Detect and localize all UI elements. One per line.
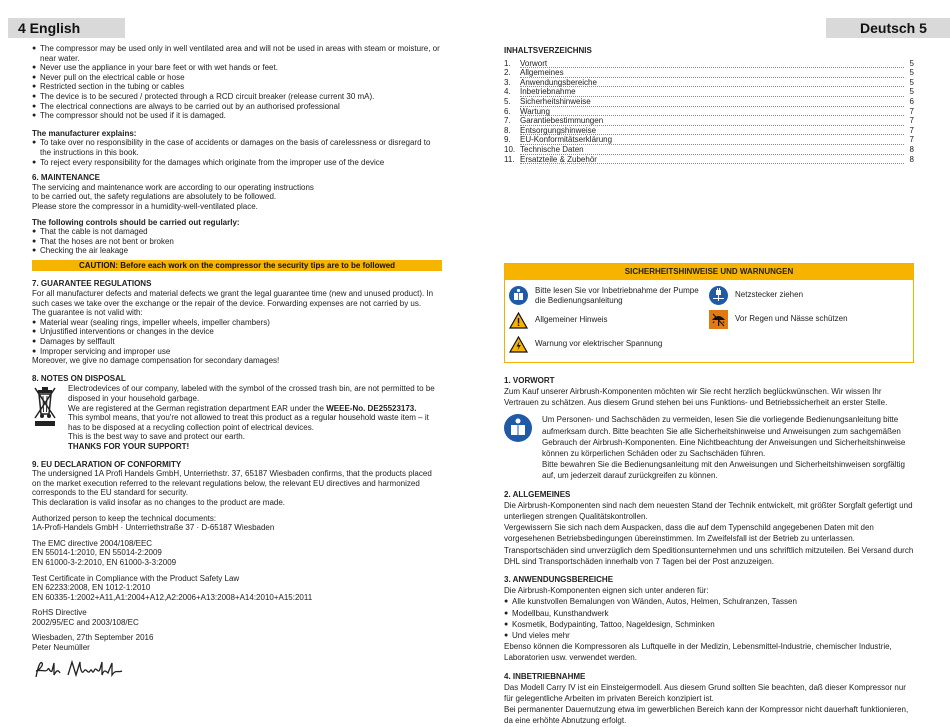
list-item: ● Und vieles mehr bbox=[504, 630, 916, 641]
warning-item bbox=[709, 310, 909, 329]
paragraph: Transportschäden sind unverzüglich dem Speditionsunternehmen und uns schriftlich mitzuteilen. Bei Versand durch DHL sind Transportschäden innerhalb von 7 Tagen bei der Post anzuzeigen. bbox=[504, 545, 914, 566]
paragraph: Bitte bewahren Sie die Bedienungsanleitung mit den Anweisungen und Sicherheitshinweisen sorgfältig auf, um jederzeit darauf zurückgreifen zu können. bbox=[542, 460, 905, 481]
paragraph: Vergewissern Sie sich nach dem Auspacken, dass die auf dem Typenschild angegebenen Daten mit den vorgesehenen Betriebsbedingungen übereinstimmen. Im Zweifelsfall ist der Betrieb zu unterlassen. bbox=[504, 523, 874, 544]
section-heading: 8. NOTES ON DISPOSAL bbox=[32, 373, 126, 383]
thanks-line: THANKS FOR YOUR SUPPORT! bbox=[68, 441, 190, 451]
paragraph: The EMC directive 2004/108/EEC bbox=[32, 538, 153, 548]
toc-row: 8. Entsorgungshinweise 7 bbox=[504, 125, 914, 135]
unplug-icon bbox=[709, 286, 728, 305]
paragraph bbox=[68, 404, 442, 414]
paragraph: EN 55014-1:2010, EN 55014-2:2009 bbox=[32, 548, 162, 558]
english-column bbox=[32, 44, 442, 683]
toc-row: 6. Wartung 7 bbox=[504, 106, 914, 116]
toc-title: INHALTSVERZEICHNIS bbox=[504, 46, 592, 55]
list-item: ● The compressor should not be used if it is damaged. bbox=[32, 111, 442, 121]
paragraph: This symbol means, that you're not allowed to treat this product as a regular household waste item – it has to be disposed at a recycling collection point of electrical devices. bbox=[68, 413, 429, 432]
section-heading: 4. INBETRIEBNAHME bbox=[504, 671, 586, 681]
paragraph: Die Airbrush-Komponenten sind nach dem neuesten Stand der Technik entwickelt, mit größter Sorgfalt gefertigt und unterliegen strengen Qualitätskontrollen. bbox=[504, 500, 913, 521]
list-item: ● That the hoses are not bent or broken bbox=[32, 237, 442, 247]
warning-item bbox=[509, 335, 709, 354]
list-item: ● Checking the air leakage bbox=[32, 246, 442, 256]
section-heading: 2. ALLGEMEINES bbox=[504, 489, 571, 499]
section-heading: 6. MAINTENANCE bbox=[32, 173, 101, 183]
list-item: ● Alle kunstvollen Bemalungen von Wänden, Autos, Helmen, Schulranzen, Tassen bbox=[504, 596, 916, 607]
toc-row: 10. Technische Daten 8 bbox=[504, 144, 914, 154]
paragraph: Moreover, we give no damage compensation for secondary damages! bbox=[32, 356, 280, 366]
list-item: ● Material wear (sealing rings, impeller wheels, impeller chambers) bbox=[32, 318, 442, 328]
weee-sentence: We are registered at the German registration department EAR under the bbox=[68, 403, 327, 413]
section-heading: 9. EU DECLARATION OF CONFORMITY bbox=[32, 459, 182, 469]
list-item: ● Damages by selffault bbox=[32, 337, 442, 347]
paragraph: Test Certificate in Compliance with the Product Safety Law bbox=[32, 573, 240, 583]
paragraph: Authorized person to keep the technical documents: bbox=[32, 513, 217, 523]
toc-row: 2. Allgemeines 5 bbox=[504, 68, 914, 78]
page-english bbox=[0, 0, 475, 674]
paragraph: EN 62233:2008, EN 1012-1:2010 bbox=[32, 583, 151, 593]
section-heading: 1. VORWORT bbox=[504, 375, 555, 385]
paragraph: RoHS Directive bbox=[32, 608, 87, 618]
toc-row: 3. Anwendungsbereiche 5 bbox=[504, 77, 914, 87]
section-heading: 3. ANWENDUNGSBEREICHE bbox=[504, 574, 614, 584]
disposal-text bbox=[68, 384, 442, 451]
warning-item bbox=[509, 286, 709, 306]
paragraph: The servicing and maintenance work are according to our operating instructions bbox=[32, 182, 314, 192]
paragraph: EN 60335-1:2002+A11,A1:2004+A12,A2:2006+A13:2008+A14:2010+A15:2011 bbox=[32, 592, 313, 602]
list-item: ● That the cable is not damaged bbox=[32, 227, 442, 237]
manufacturer-title: The manufacturer explains: bbox=[32, 128, 137, 138]
paragraph: Electrodevices of our company, labeled with the symbol of the crossed trash bin, are not permitted to be disposed in your household garbage. bbox=[68, 384, 435, 403]
disposal-block bbox=[32, 384, 442, 451]
list-item: ● The electrical connections are always to be carried out by an authorised professional bbox=[32, 102, 442, 112]
list-item: ● Unjustified interventions or changes in the device bbox=[32, 327, 442, 337]
paragraph: The guarantee is not valid with: bbox=[32, 308, 143, 318]
list-item: ● The compressor may be used only in well ventilated area and will not be used in areas with steam or moisture, or near water. bbox=[32, 44, 442, 63]
vorwort-block bbox=[504, 414, 916, 481]
signer-name: Peter Neumüller bbox=[32, 643, 90, 653]
paragraph: Die Airbrush-Komponenten eignen sich unter anderen für: bbox=[504, 586, 709, 596]
paragraph: to be carried out, the safety regulations are absolutely to be followed. bbox=[32, 192, 277, 202]
paragraph: 2002/95/EC and 2003/108/EC bbox=[32, 617, 139, 627]
toc-row: 4. Inbetriebnahme 5 bbox=[504, 87, 914, 97]
list-item: ● Improper servicing and improper use bbox=[32, 347, 442, 357]
read-manual-icon bbox=[509, 286, 528, 305]
list-item: ● Never pull on the electrical cable or hose bbox=[32, 73, 442, 83]
section-heading: 7. GUARANTEE REGULATIONS bbox=[32, 279, 152, 289]
protect-from-rain-icon bbox=[709, 310, 728, 329]
toc-row: 1. Vorwort 5 bbox=[504, 58, 914, 68]
read-manual-icon bbox=[504, 414, 542, 481]
page-tab-deutsch: Deutsch 5 bbox=[826, 18, 950, 38]
warning-item bbox=[709, 286, 909, 305]
list-item: ● Never use the appliance in your bare feet or with wet hands or feet. bbox=[32, 63, 442, 73]
paragraph: EN 61000-3-2:2010, EN 61000-3-3:2009 bbox=[32, 557, 177, 567]
paragraph: Bei permanenter Dauernutzung etwa im gewerblichen Bereich kann der Kompressor nicht dauerhaft funktionieren, da eine erhöhte Abnutzung erfolgt. bbox=[504, 705, 909, 726]
weee-number: WEEE-No. DE25523173. bbox=[326, 403, 417, 413]
paragraph: 1A-Profi-Handels GmbH · Unterriethstraße 37 · D-65187 Wiesbaden bbox=[32, 523, 275, 533]
controls-title: The following controls should be carried out regularly: bbox=[32, 217, 240, 227]
paragraph: This declaration is valid insofar as no changes to the product are made. bbox=[32, 497, 286, 507]
crossed-bin-icon bbox=[32, 384, 68, 451]
warning-text: Warnung vor elektrischer Spannung bbox=[535, 339, 663, 349]
paragraph: Das Modell Carry IV ist ein Einsteigermodell. Aus diesem Grund sollten Sie beachten, daß dieser Kompressor nur für gelegentliche Arbeiten im privaten Bereich konzipiert ist. bbox=[504, 682, 906, 703]
paragraph: Zum Kauf unserer Airbrush-Komponenten möchten wir Sie recht herzlich beglückwünschen. Wir wissen Ihr Vertrauen zu schätzen. Aus diesem Grund stehen bei uns Funktions- und Betriebssicherheit an erster Stelle. bbox=[504, 386, 888, 408]
paragraph: The undersigned 1A Profi Handels GmbH, Unterriethstr. 37, 65187 Wiesbaden confirms, that the products placed on the market execution referred to the relevant regulations below, the relevant EU directives and harmonized corresponds to the EU standard for security. bbox=[32, 469, 432, 498]
paragraph: For all manufacturer defects and material defects we grant the legal guarantee time (new and unused product). In such cases we take over the exchange or the repair of the device. Forwarding expenses are not carried by us. bbox=[32, 289, 434, 308]
paragraph: Um Personen- und Sachschäden zu vermeiden, lesen Sie die vorliegende Bedienungsanleitung bitte aufmerksam durch. Bitte beachten Sie alle Sicherheitshinweise und Anweisungen zum sachgemäßen Gebrauch der Airbrush-Komponenten. Eine Nichtbeachtung der Anweisungen und Sicherheitshinweise können zu körperlichen Schäden oder zu Sachschäden führen. bbox=[542, 415, 906, 458]
electrical-warning-icon bbox=[509, 335, 528, 354]
deutsch-column bbox=[504, 44, 916, 727]
page-tab-english: 4 English bbox=[8, 18, 125, 38]
list-item: ● The device is to be secured / protected through a RCD circuit breaker (release current 30 mA). bbox=[32, 92, 442, 102]
place-date: Wiesbaden, 27th September 2016 bbox=[32, 633, 154, 643]
paragraph: Ebenso können die Kompressoren als Luftquelle in der Medizin, Lebensmittel-Industrie, chemischer Industrie, Laboratorien usw. verwendet werden. bbox=[504, 642, 892, 663]
paragraph: Please store the compressor in a humidity-well-ventilated place. bbox=[32, 201, 258, 211]
list-item: ● Kosmetik, Bodypainting, Tattoo, Nageldesign, Schminken bbox=[504, 619, 916, 630]
warning-text: Vor Regen und Nässe schützen bbox=[735, 314, 848, 324]
toc-row: 5. Sicherheitshinweise 6 bbox=[504, 96, 914, 106]
list-item: ● Modellbau, Kunsthandwerk bbox=[504, 608, 916, 619]
toc-row: 9. EU-Konformitätserklärung 7 bbox=[504, 135, 914, 145]
table-of-contents bbox=[504, 59, 914, 165]
list-item: ● To take over no responsibility in the case of accidents or damages on the basis of carelessness or disregard to the instructions in this book. bbox=[32, 138, 442, 157]
warning-text: Bitte lesen Sie vor Inbetriebnahme der Pumpe die Bedienungsanleitung bbox=[535, 285, 699, 305]
paragraph: This is the best way to save and protect our earth. bbox=[68, 432, 245, 442]
general-warning-icon bbox=[509, 311, 528, 330]
warning-text: Netzstecker ziehen bbox=[735, 290, 804, 300]
toc-row: 11. Ersatzteile & Zubehör 8 bbox=[504, 154, 914, 164]
list-item: ● Restricted section in the tubing or cables bbox=[32, 82, 442, 92]
safety-warnings-title: SICHERHEITSHINWEISE UND WARNUNGEN bbox=[505, 264, 913, 280]
safety-warnings-box bbox=[504, 263, 914, 363]
handwritten-signature bbox=[32, 659, 442, 684]
toc-row: 7. Garantiebestimmungen 7 bbox=[504, 116, 914, 126]
warning-text: Allgemeiner Hinweis bbox=[535, 315, 608, 325]
intro-bullets bbox=[32, 44, 442, 121]
list-item: ● To reject every responsibility for the damages which originate from the improper use of the device bbox=[32, 158, 442, 168]
warning-item bbox=[509, 311, 709, 330]
caution-banner: CAUTION: Before each work on the compressor the security tips are to be followed bbox=[32, 260, 442, 272]
